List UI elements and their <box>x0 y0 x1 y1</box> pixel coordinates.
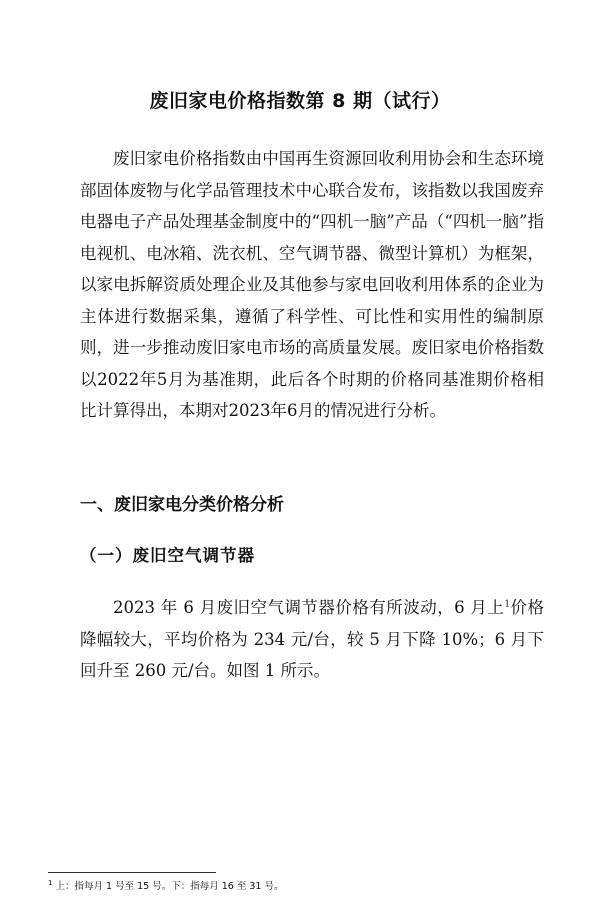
paragraph-text-part1: 2023 年 6 月废旧空气调节器价格有所波动，6 月上 <box>113 598 505 617</box>
paragraph-text-part2: 价格降幅较大，平均价格为 234 元/台，较 5 月下降 10%；6 月下回升至 260 元/台。如图 1 所示。 <box>80 598 545 680</box>
footnote <box>48 878 283 892</box>
footnote-text: 上：指每月 1 号至 15 号。下：指每月 16 至 31 号。 <box>52 881 284 892</box>
footnote-divider <box>48 872 216 873</box>
intro-paragraph: 废旧家电价格指数由中国再生资源回收利用协会和生态环境部固体废物与化学品管理技术中心联合发布，该指数以我国废弃电器电子产品处理基金制度中的“四机一脑”产品（“四机一脑”指电视机、电冰箱、洗衣机、空气调节器、微型计算机）为框架，以家电拆解资质处理企业及其他参与家电回收利用体系的企业为主体进行数据采集，遵循了科学性、可比性和实用性的编制原则，进一步推动废旧家电市场的高质量发展。废旧家电价格指数以2022年5月为基准期，此后各个时期的价格同基准期价格相比计算得出，本期对2023年6月的情况进行分析。 <box>80 149 544 420</box>
footnote-mark: 1 <box>48 878 53 887</box>
aircon-price-paragraph <box>80 592 544 687</box>
section-heading: 一、废旧家电分类价格分析 <box>80 495 284 515</box>
document-title: 废旧家电价格指数第 8 期（试行） <box>149 90 451 112</box>
subsection-heading: （一）废旧空气调节器 <box>80 546 255 565</box>
footnote-reference: 1 <box>504 599 511 610</box>
